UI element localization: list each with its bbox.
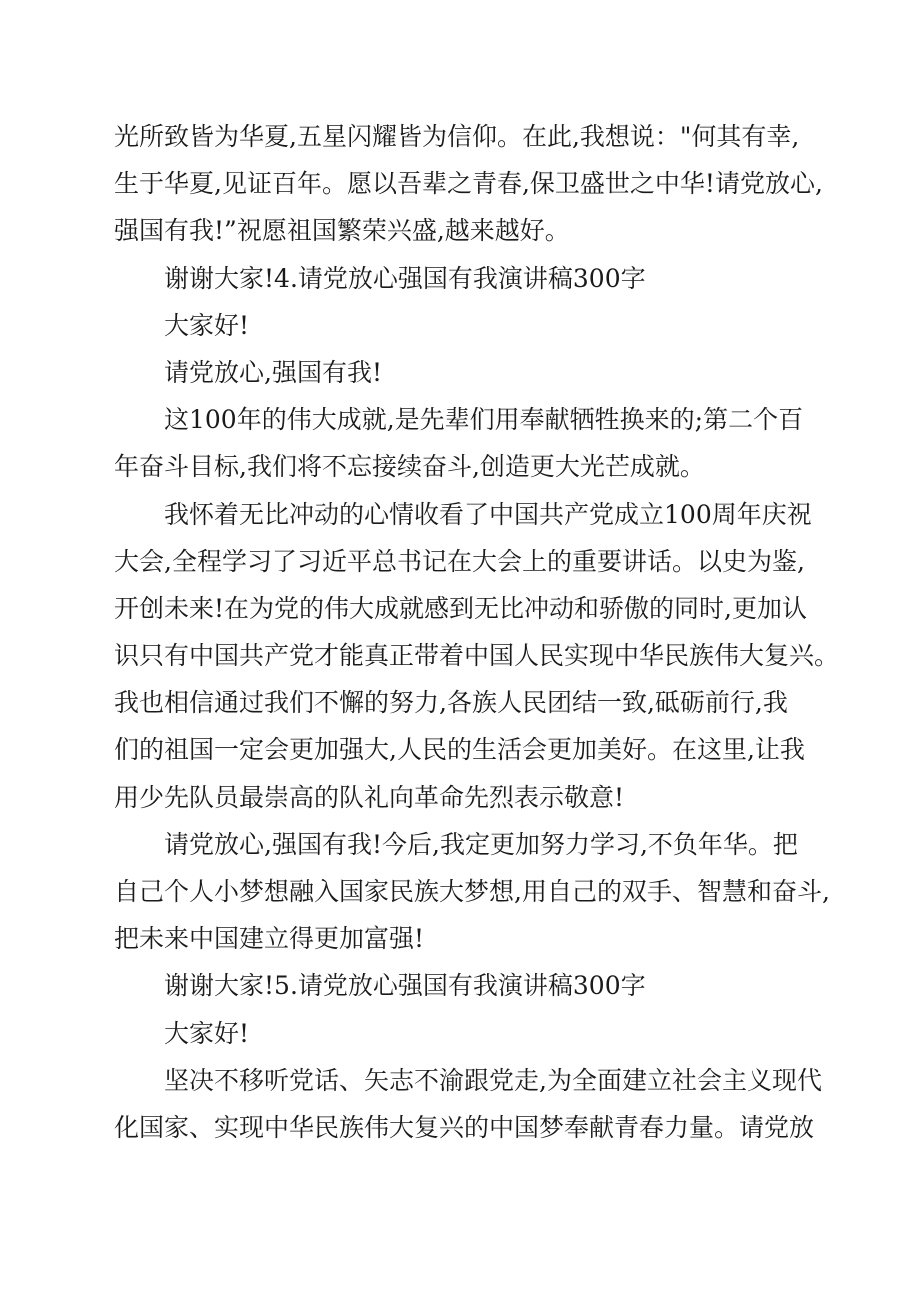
text-line: 坚决不移听党话、矢志不渝跟党走,为全面建立社会主义现代 <box>164 1065 822 1095</box>
text-line: 年奋斗目标,我们将不忘接续奋斗,创造更大光芒成就。 <box>114 452 705 482</box>
text-line: 这100年的伟大成就,是先辈们用奉献牺牲换来的;第二个百 <box>164 405 804 435</box>
text-line: 强国有我!”祝愿祖国繁荣兴盛,越来越好。 <box>114 216 570 246</box>
text-line: 请党放心,强国有我! <box>164 357 382 387</box>
text-line: 化国家、实现中华民族伟大复兴的中国梦奉献青春力量。请党放 <box>114 1112 815 1142</box>
text-line: 谢谢大家!5.请党放心强国有我演讲稿300字 <box>164 971 646 1001</box>
text-line: 开创未来!在为党的伟大成就感到无比冲动和骄傲的同时,更加认 <box>114 593 807 623</box>
text-line: 用少先队员最崇高的队礼向革命先烈表示敬意! <box>114 782 625 812</box>
text-line: 自己个人小梦想融入国家民族大梦想,用自己的双手、智慧和奋斗, <box>114 877 830 906</box>
text-line: 光所致皆为华夏,五星闪耀皆为信仰。在此,我想说："何其有幸, <box>114 122 800 151</box>
text-line: 把未来中国建立得更加富强! <box>114 924 425 954</box>
text-line: 我也相信通过我们不懈的努力,各族人民团结一致,砥砺前行,我 <box>114 688 788 718</box>
text-line: 大会,全程学习了习近平总书记在大会上的重要讲话。以史为鉴, <box>114 546 805 576</box>
text-line: 我怀着无比冲动的心情收看了中国共产党成立100周年庆祝 <box>164 499 812 529</box>
text-line: 识只有中国共产党才能真正带着中国人民实现中华民族伟大复兴。 <box>114 641 840 671</box>
text-line: 们的祖国一定会更加强大,人民的生活会更加美好。在这里,让我 <box>114 735 805 765</box>
text-line: 生于华夏,见证百年。愿以吾辈之青春,保卫盛世之中华!请党放心, <box>114 169 823 199</box>
text-line: 大家好! <box>164 1018 250 1048</box>
text-line: 请党放心,强国有我!今后,我定更加努力学习,不负年华。把 <box>164 829 798 859</box>
text-line: 谢谢大家!4.请党放心强国有我演讲稿300字 <box>164 263 646 293</box>
document-body <box>114 113 840 1151</box>
text-line: 大家好! <box>164 310 250 340</box>
